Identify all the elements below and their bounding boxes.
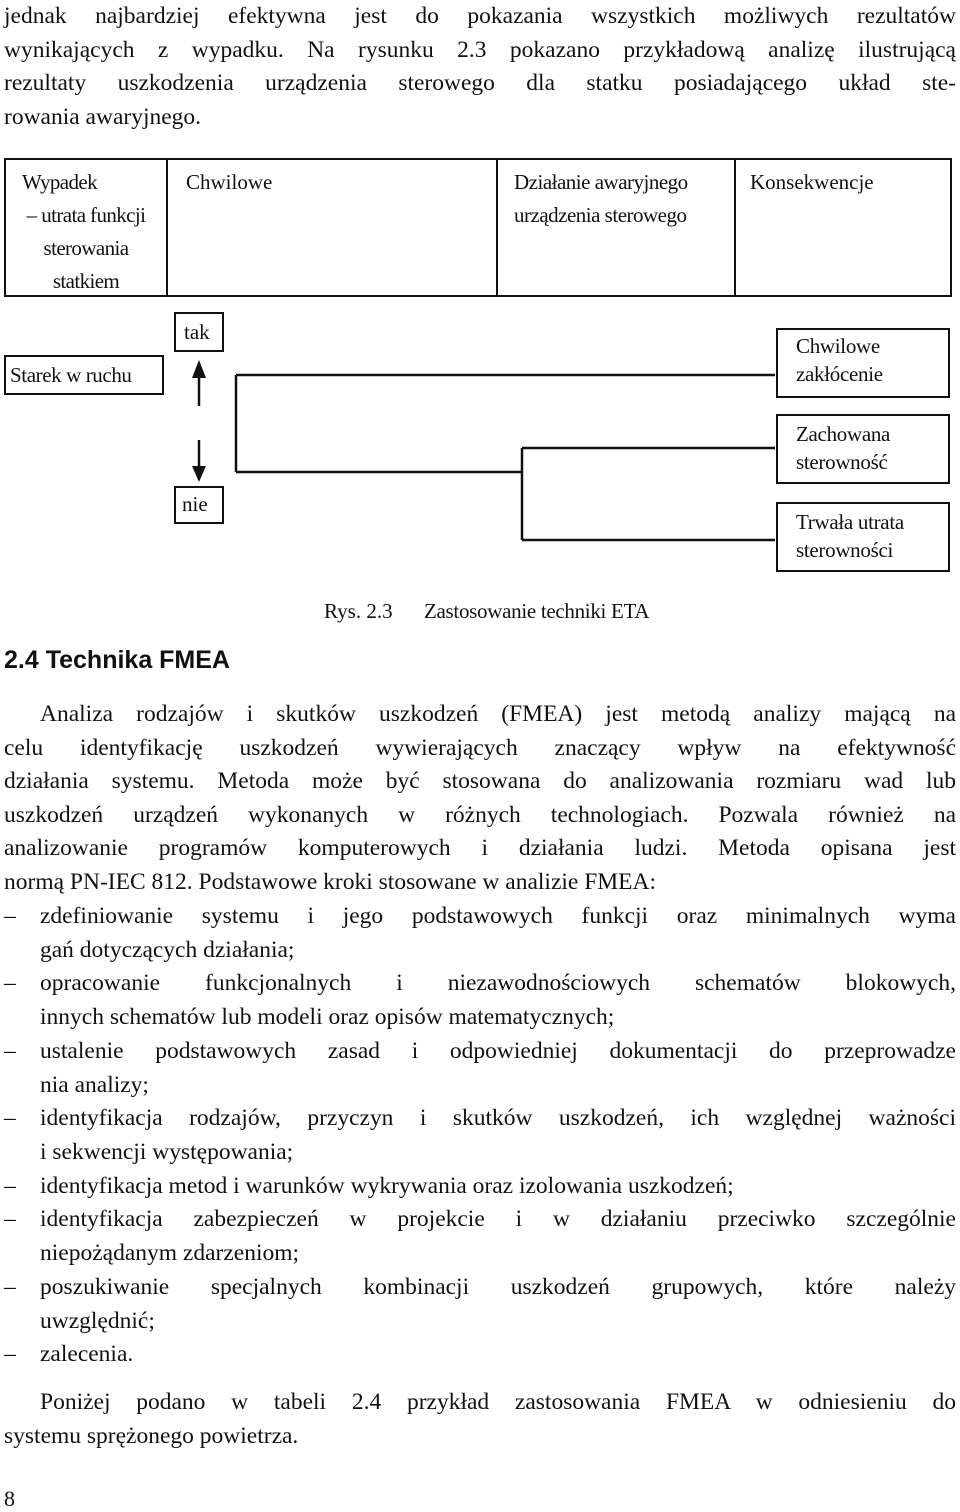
bullet-line: identyfikacja rodzajów, przyczyn i skutków uszkodzeń, ich względnej ważności [40, 1105, 956, 1131]
section-line: Analiza rodzajów i skutków uszkodzeń (FMEA) jest metodą analizy mającą na [40, 701, 956, 727]
header-col1-line: Wypadek [22, 170, 98, 194]
bullet-item [4, 1338, 956, 1372]
dash-icon: – [4, 1341, 16, 1367]
bullet-line: identyfikacja zabezpieczeń w projekcie i w działaniu przeciwko szczególnie [40, 1206, 956, 1232]
intro-line: jednak najbardziej efektywna jest do pokazania wszystkich możliwych rezultatów [4, 3, 956, 29]
closing-paragraph [4, 1386, 956, 1453]
outcome-line: zakłócenie [796, 362, 883, 386]
outcome-text-2 [796, 420, 890, 476]
dash-icon: – [4, 1038, 16, 1064]
yes-label: tak [184, 320, 210, 344]
bullet-line: zdefiniowanie systemu i jego podstawowych funkcji oraz minimalnych wyma [40, 903, 956, 929]
bullet-line: innych schematów lub modeli oraz opisów matematycznych; [40, 1003, 615, 1030]
section-line: normą PN-IEC 812. Podstawowe kroki stosowane w analizie FMEA: [4, 868, 657, 895]
dash-icon: – [4, 1173, 16, 1199]
up-arrow-icon [192, 360, 206, 378]
page-number: 8 [4, 1486, 15, 1511]
bullet-line: i sekwencji występowania; [40, 1138, 294, 1165]
outcome-text-3 [796, 508, 904, 564]
outcome-text-1 [796, 332, 883, 388]
eta-figure [0, 0, 960, 640]
dash-icon: – [4, 1274, 16, 1300]
bullet-item [4, 1203, 956, 1270]
intro-line: rowania awaryjnego. [4, 103, 202, 130]
no-label: nie [182, 492, 208, 516]
closing-line: Poniżej podano w tabeli 2.4 przykład zastosowania FMEA w odniesieniu do [40, 1389, 956, 1415]
dash-icon: – [4, 1105, 16, 1131]
start-box-label: Starek w ruchu [10, 363, 132, 387]
section-heading: 2.4 Technika FMEA [4, 646, 230, 674]
bullet-line: opracowanie funkcjonalnych i niezawodnościowych schematów blokowych, [40, 970, 956, 996]
bullet-line: niepożądanym zdarzeniom; [40, 1239, 300, 1266]
intro-line: rezultaty uszkodzenia urządzenia sterowego dla statku posiadającego układ ste- [4, 70, 956, 96]
header-col3-line: urządzenia sterowego [514, 203, 687, 227]
bullet-line: ustalenie podstawowych zasad i odpowiedniej dokumentacji do przeprowadze [40, 1038, 956, 1064]
section-line: uszkodzeń urządzeń wykonanych w różnych technologiach. Pozwala również na [4, 801, 956, 828]
outcome-line: sterowności [796, 538, 894, 562]
closing-line: systemu sprężonego powietrza. [4, 1422, 299, 1449]
section-line: analizowanie programów komputerowych i działania ludzi. Metoda opisana jest [4, 835, 956, 861]
header-col1-line: sterowania [43, 236, 129, 260]
bullet-item [4, 967, 956, 1034]
intro-line: wynikających z wypadku. Na rysunku 2.3 pokazano przykładową analizę ilustrującą [4, 36, 956, 63]
dash-icon: – [4, 903, 16, 929]
dash-icon: – [4, 1206, 16, 1232]
section-paragraph [4, 698, 956, 899]
outcome-line: sterowność [796, 450, 888, 474]
bullet-line: gań dotyczących działania; [40, 936, 295, 963]
header-col4-line: Konsekwencje [750, 170, 874, 194]
bullet-line: uwzględnić; [40, 1307, 155, 1334]
outcome-line: Chwilowe [796, 334, 880, 358]
header-col1-line: – utrata funkcji [26, 203, 146, 227]
outcome-line: Trwała utrata [796, 510, 904, 534]
bullet-item [4, 1035, 956, 1102]
bullet-item [4, 1102, 956, 1169]
section-line: celu identyfikację uszkodzeń wywierających znaczący wpływ na efektywność [4, 734, 956, 761]
bullet-item [4, 1170, 956, 1204]
bullet-line: identyfikacja metod i warunków wykrywania oraz izolowania uszkodzeń; [40, 1173, 734, 1199]
outcome-line: Zachowana [796, 422, 891, 446]
dash-icon: – [4, 970, 16, 996]
header-col2-line: Chwilowe [186, 170, 273, 194]
bullet-line: zalecenia. [40, 1341, 134, 1367]
figure-caption-text: Zastosowanie techniki ETA [424, 599, 650, 623]
bullet-item [4, 1271, 956, 1338]
figure-caption-number: Rys. 2.3 [324, 599, 393, 623]
section-line: działania systemu. Metoda może być stosowana do analizowania rozmiaru wad lub [4, 768, 956, 794]
bullet-line: poszukiwanie specjalnych kombinacji uszkodzeń grupowych, które należy [40, 1274, 956, 1300]
header-col1-line: statkiem [52, 269, 120, 293]
down-arrow-icon [192, 466, 206, 482]
bullet-item [4, 900, 956, 967]
header-col3-line: Działanie awaryjnego [514, 170, 688, 194]
bullet-line: nia analizy; [40, 1071, 149, 1098]
